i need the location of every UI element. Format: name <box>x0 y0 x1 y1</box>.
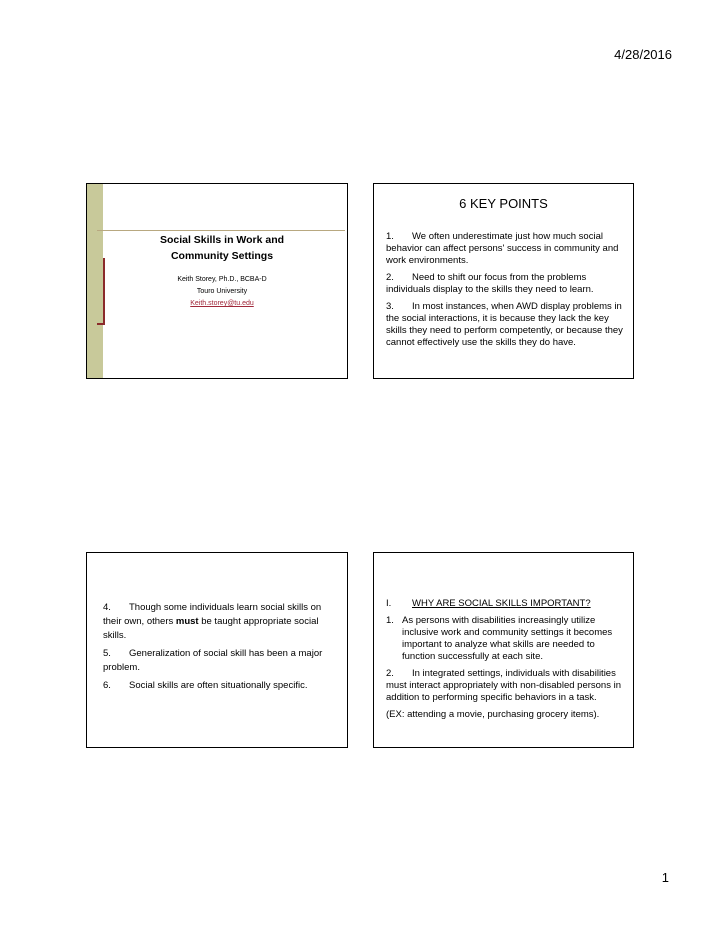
slide-why-important <box>373 552 634 748</box>
title-divider <box>97 230 345 231</box>
list-item: 2. In integrated settings, individuals with disabilities must interact appropriately with non-disabled persons in addition to performing specific behaviors in a task. <box>386 668 621 703</box>
author-info <box>107 274 337 310</box>
slide-key-points <box>373 183 634 379</box>
list-item: 5. Generalization of social skill has been a major problem. <box>103 648 323 673</box>
list-item: 6. Social skills are often situationally specific. <box>103 680 308 691</box>
why-important-content <box>386 598 626 726</box>
slide-key-points-continued <box>86 552 348 748</box>
list-item: 4. Though some individuals learn social skills on their own, others must be taught appropriate social skills. <box>103 602 322 641</box>
key-points-list <box>386 231 624 354</box>
list-item: 1. We often underestimate just how much social behavior can affect persons' success in community and work environments. <box>386 231 619 266</box>
slide-accent-bar <box>87 184 103 378</box>
institution: Touro University <box>196 288 248 295</box>
list-item: 3. In most instances, when AWD display problems in the social interactions, it is because they lack the key skills they need to perform competently, or because they cannot effectively use the skills they do have. <box>386 301 623 348</box>
list-item: 1. As persons with disabilities increasingly utilize inclusive work and community settings it becomes important to analyze what skills are needed to function successfully at each site. <box>386 615 613 662</box>
section-heading: I. WHY ARE SOCIAL SKILLS IMPORTANT? <box>386 598 591 609</box>
presentation-title: Social Skills in Work and Community Settings <box>159 234 285 262</box>
emphasis-must: must <box>175 616 199 627</box>
slide-title <box>86 183 348 379</box>
author-name: Keith Storey, Ph.D., BCBA-D <box>177 276 267 283</box>
accent-rule <box>103 258 105 324</box>
example-note: (EX: attending a movie, purchasing grocery items). <box>386 709 600 720</box>
header-date: 4/28/2016 <box>614 47 672 62</box>
key-points-list <box>103 601 333 697</box>
author-email-link[interactable]: Keith.storey@tu.edu <box>190 300 254 307</box>
list-item: 2. Need to shift our focus from the problems individuals display to the skills they need to learn. <box>386 272 594 295</box>
page-number: 1 <box>661 870 669 885</box>
accent-tick <box>97 323 105 325</box>
slide-heading: 6 KEY POINTS <box>459 196 548 211</box>
